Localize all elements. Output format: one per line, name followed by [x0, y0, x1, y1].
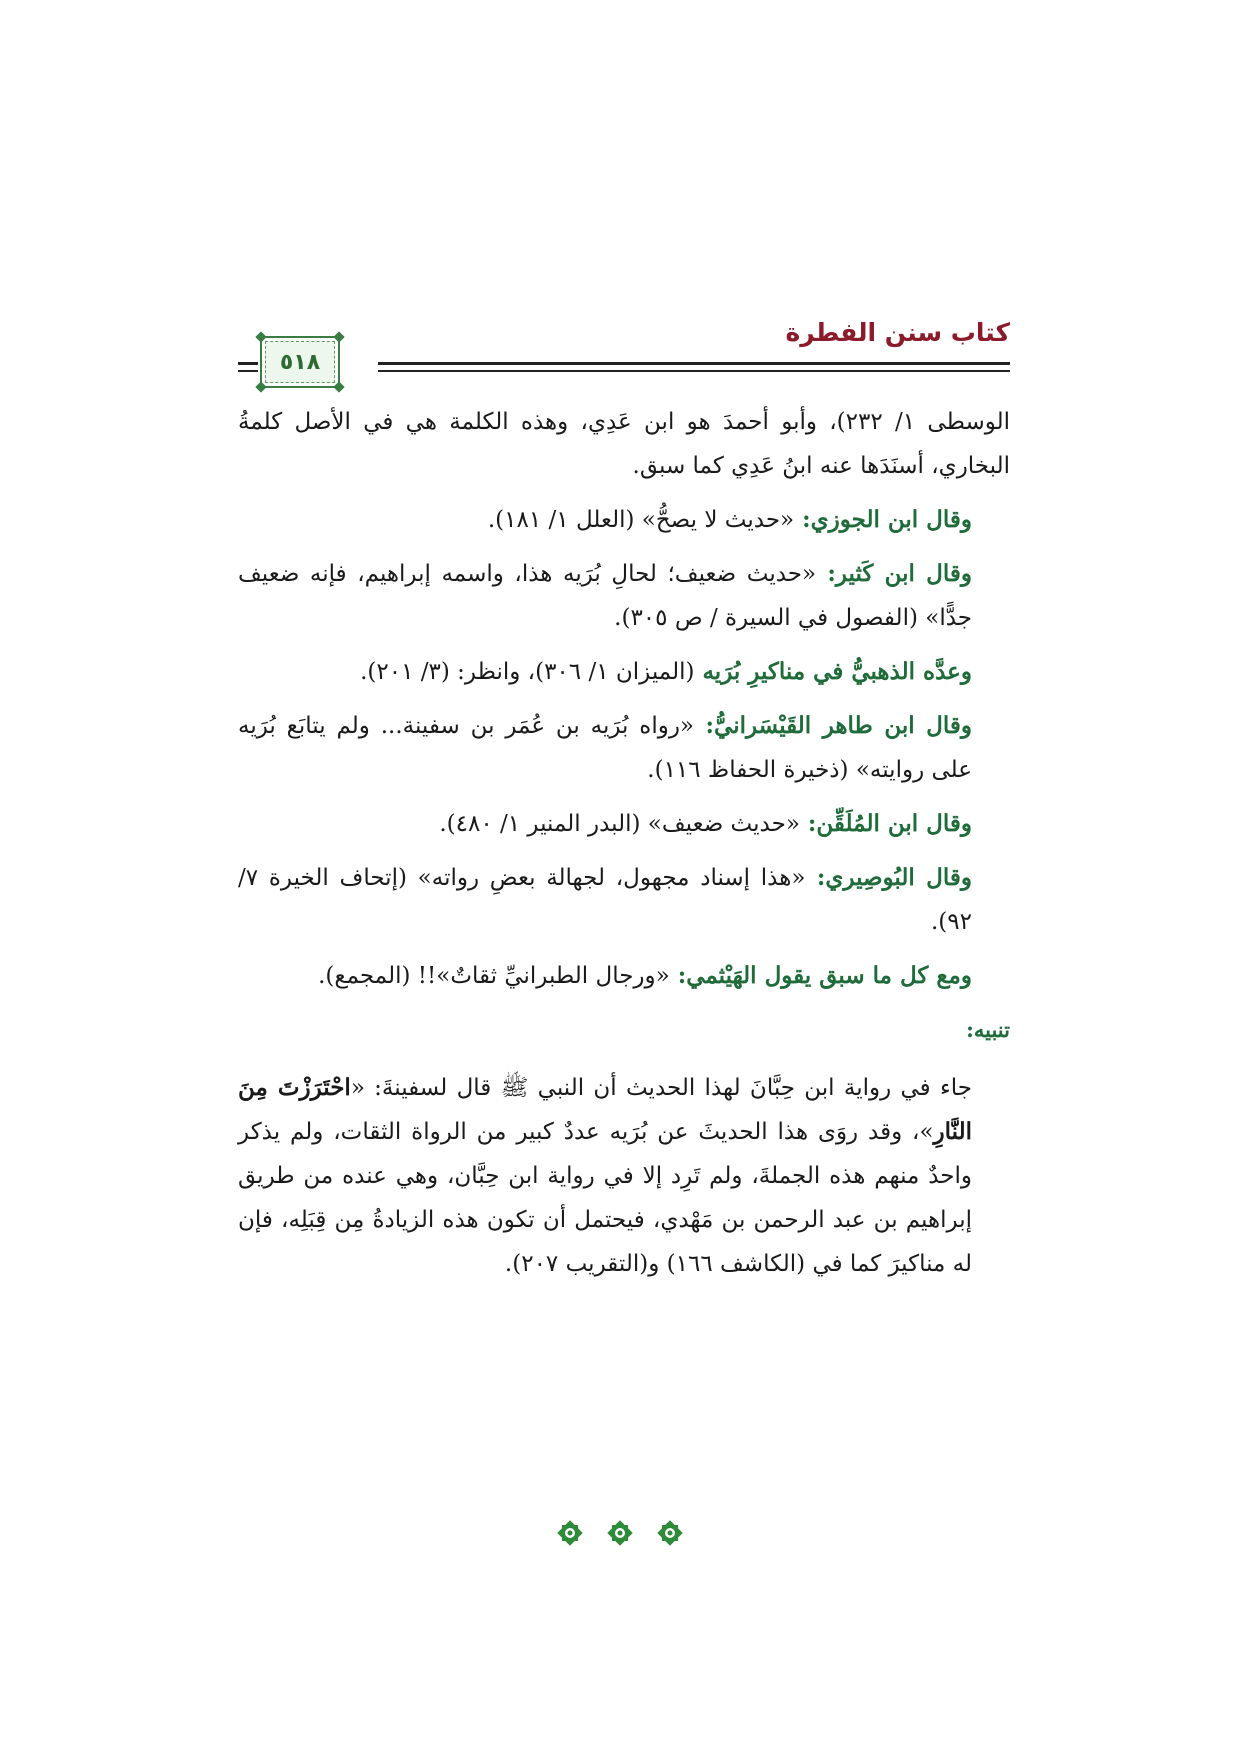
quotation-text: «هذا إسناد مجهول، لجهالة بعضِ رواته» (إتحاف الخيرة ٧/ ٩٢).	[238, 865, 972, 935]
prophetic-quote: احْتَرَزْتَ مِنَ النَّارِ	[238, 1074, 972, 1145]
note-heading: تنبيه:	[966, 1017, 1010, 1042]
paragraph	[238, 704, 1010, 792]
paragraph	[238, 400, 1010, 488]
speaker-label: وقال ابن كَثير:	[816, 560, 972, 587]
page-header	[238, 318, 1010, 398]
quotation-text: «حديث لا يصحُّ» (العلل ١/ ١٨١).	[487, 507, 795, 533]
speaker-label: وقال البُوصِيري:	[805, 864, 972, 891]
paragraph	[238, 856, 1010, 944]
floral-ornament-icon	[553, 1516, 587, 1550]
badge-corner-ornament	[255, 381, 266, 392]
header-rule-left-bottom	[238, 370, 258, 372]
quotation-text: «حديث ضعيف؛ لحالِ بُرَيه هذا، واسمه إبراهيم، فإنه ضعيف جدًّا» (الفصول في السيرة / ص ٣٠٥).	[238, 561, 972, 631]
speaker-label: ومع كل ما سبق يقول الهَيْثمي:	[669, 962, 972, 989]
speaker-label: وعدَّه الذهبيُّ في مناكيرِ بُرَيه	[694, 658, 972, 685]
floral-ornament-icon	[653, 1516, 687, 1550]
header-rule-bottom	[378, 370, 1010, 372]
floral-ornament-svg	[553, 1516, 587, 1550]
badge-corner-ornament	[333, 381, 344, 392]
header-rule-top	[378, 362, 1010, 365]
paragraph	[238, 650, 1010, 694]
quotation-text: «رواه بُرَيه بن عُمَر بن سفينة... ولم يتابَع بُرَيه على روايته» (ذخيرة الحفاظ ١١٦).	[238, 713, 972, 783]
floral-ornament-icon	[603, 1516, 637, 1550]
page-number-badge	[260, 336, 340, 388]
paragraph-text: الوسطى ١/ ٢٣٢)، وأبو أحمدَ هو ابن عَدِي، وهذه الكلمة هي في الأصل كلمةُ البخاري، أسنَدَها عنه ابنُ عَدِي كما سبق.	[238, 409, 1011, 479]
quotation-text: «حديث ضعيف» (البدر المنير ١/ ٤٨٠).	[439, 811, 800, 837]
paragraph	[238, 802, 1010, 846]
paragraph	[238, 552, 1010, 640]
note-paragraph	[238, 1066, 1010, 1286]
main-text	[238, 400, 1010, 1296]
speaker-label: وقال ابن الجوزي:	[794, 506, 972, 533]
floral-ornament-svg	[653, 1516, 687, 1550]
speaker-label: وقال ابن المُلَقِّن:	[799, 810, 972, 837]
paragraph	[238, 498, 1010, 542]
page-number: ٥١٨	[279, 349, 321, 375]
quotation-text: «ورجال الطبرانيِّ ثقاتٌ»!! (المجمع).	[318, 963, 670, 989]
page-number-frame	[265, 341, 335, 383]
note-text: »، وقد روَى هذا الحديثَ عن بُرَيه عددٌ كبير من الرواة الثقات، ولم يذكر واحدٌ منهم هذه الجملةَ، ولم تَرِد إلا في رواية ابن حِبَّان، وهي عنده من طريق إبراهيم بن عبد الرحمن بن مَهْدي، فيحتمل أن تكون هذه الزيادةُ مِن قِبَلِه، فإن له مناكيرَ كما في (الكاشف ١٦٦) و(التقريب ٢٠٧).	[238, 1119, 972, 1277]
book-title: كتاب سنن الفطرة	[785, 318, 1010, 347]
note-text: جاء في رواية ابن حِبَّانَ لهذا الحديث أن النبي ﷺ قال لسفينةَ: «	[350, 1075, 972, 1101]
footer-ornaments	[0, 1516, 1240, 1550]
floral-ornament-svg	[603, 1516, 637, 1550]
quotation-text: (الميزان ١/ ٣٠٦)، وانظر: (٣/ ٢٠١).	[360, 659, 695, 685]
speaker-label: وقال ابن طاهر القَيْسَرانيُّ:	[694, 712, 973, 739]
paragraph	[238, 954, 1010, 998]
header-rule-left-top	[238, 362, 258, 365]
badge-corner-ornament	[333, 331, 344, 342]
